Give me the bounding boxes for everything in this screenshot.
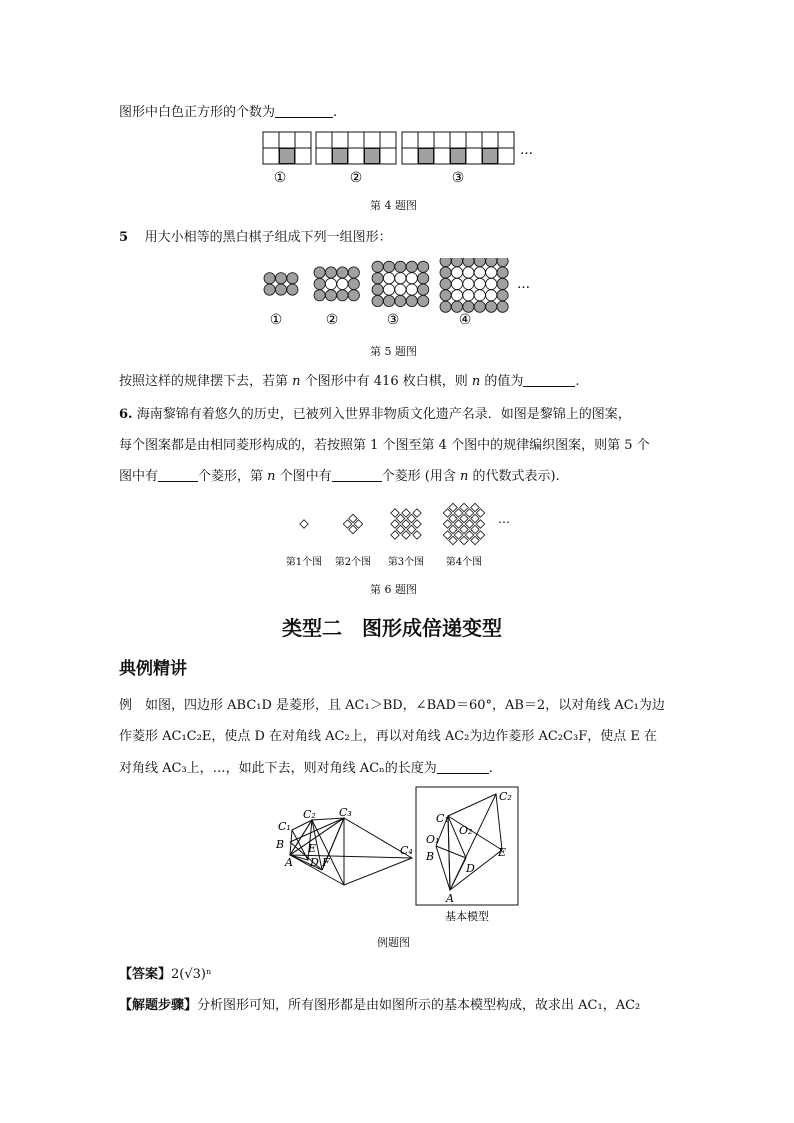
black-go-stone — [486, 258, 497, 267]
white-go-stone — [451, 290, 462, 301]
white-go-stone — [486, 267, 497, 278]
figure-label: ③ — [451, 170, 465, 186]
black-go-stone — [497, 267, 508, 278]
rhombus — [449, 503, 457, 511]
rhombus — [413, 520, 421, 528]
rhombus — [300, 520, 308, 528]
black-go-stone — [497, 290, 508, 301]
square-strip-1 — [263, 132, 311, 164]
answer-line: 【答案】2(√3)ⁿ — [119, 967, 212, 982]
white-go-stone — [463, 267, 474, 278]
black-go-stone — [264, 284, 275, 295]
white-go-stone — [406, 284, 417, 295]
black-go-stone — [497, 278, 508, 289]
black-go-stone — [348, 278, 359, 289]
rhombus — [465, 520, 473, 528]
rhombus — [454, 531, 462, 539]
ellipsis: … — [498, 512, 510, 526]
rhombus — [454, 509, 462, 517]
white-go-stone — [474, 267, 485, 278]
rhombus — [396, 525, 404, 533]
black-go-stone — [372, 284, 383, 295]
rhombus — [402, 531, 410, 539]
white-go-stone — [395, 284, 406, 295]
solution-steps-line: 【解题步骤】分析图形可知，所有图形都是由如图所示的基本模型构成，故求出 AC₁，AC₂ — [119, 998, 641, 1013]
black-go-stone — [474, 301, 485, 312]
rhombus — [449, 525, 457, 533]
white-go-stone — [486, 278, 497, 289]
rhombus — [443, 531, 451, 539]
rhombus — [460, 525, 468, 533]
white-go-stone — [451, 267, 462, 278]
rhombus — [460, 503, 468, 511]
black-go-stone — [440, 267, 451, 278]
example-line1: 例 如图，四边形 ABC₁D 是菱形，且 AC₁＞BD，∠BAD＝60°，AB＝2，以对角线 AC₁为边 — [119, 698, 665, 713]
ellipsis: … — [517, 277, 530, 292]
point-label: A — [285, 856, 293, 869]
rhombus — [454, 520, 462, 528]
white-go-stone — [474, 278, 485, 289]
rhombus — [396, 514, 404, 522]
black-go-stone — [440, 290, 451, 301]
black-go-stone — [451, 258, 462, 267]
rhombus — [413, 509, 421, 517]
rhombus — [476, 531, 484, 539]
rhombus — [354, 520, 362, 528]
black-go-stone — [497, 258, 508, 267]
black-go-stone — [275, 284, 286, 295]
black-go-stone — [418, 261, 429, 272]
rhombus-figures — [300, 503, 485, 544]
white-go-stone — [451, 278, 462, 289]
problem6-line3: 图中有 个菱形，第 n 个图中有 个菱形 (用含 n 的代数式表示). — [119, 469, 560, 484]
black-go-stone — [440, 301, 451, 312]
black-go-stone — [325, 267, 336, 278]
black-go-stone — [287, 284, 298, 295]
black-go-stone — [372, 273, 383, 284]
point-label: B — [426, 850, 435, 863]
point-label: C₂ — [499, 790, 512, 803]
black-go-stone — [314, 290, 325, 301]
point-label: C₄ — [400, 844, 413, 857]
point-label: A — [446, 892, 454, 905]
white-go-stone — [395, 273, 406, 284]
example-line2: 作菱形 AC₁C₂E，使点 D 在对角线 AC₂上，再以对角线 AC₂为边作菱形 AC₂C₃F，使点 E 在 — [119, 729, 657, 744]
rhombus — [407, 514, 415, 522]
black-go-stone — [337, 267, 348, 278]
point-label: E — [498, 846, 507, 859]
black-go-stone — [451, 301, 462, 312]
point-label: D — [466, 862, 475, 875]
example-line3: 对角线 AC₃上，…，如此下去，则对角线 ACₙ的长度为 . — [119, 761, 493, 776]
white-go-stone — [383, 273, 394, 284]
white-go-stone — [325, 278, 336, 289]
black-go-stone — [418, 273, 429, 284]
white-go-stone — [486, 290, 497, 301]
problem4-caption: 第 4 题图 — [370, 199, 417, 212]
point-label: O₁ — [426, 833, 440, 846]
point-label: C₃ — [339, 808, 352, 819]
black-go-stone — [395, 261, 406, 272]
problem6-figure — [280, 494, 520, 570]
figure-label: 第3个图 — [387, 557, 425, 568]
black-go-stone — [418, 284, 429, 295]
problem6-line2: 每个图案都是由相同菱形构成的，若按照第 1 个图至第 4 个图中的规律编织图案，则第 5 个 — [119, 438, 650, 453]
point-label: C₁ — [436, 812, 449, 825]
basic-model-lines — [436, 794, 502, 890]
black-go-stone — [406, 261, 417, 272]
rhombus — [449, 514, 457, 522]
point-label: D — [310, 856, 319, 869]
rhombus — [407, 525, 415, 533]
example-basic-model-figure — [414, 786, 522, 928]
figure-label: ② — [325, 312, 339, 328]
black-go-stone — [287, 273, 298, 284]
rhombus — [443, 509, 451, 517]
model-caption: 基本模型 — [445, 910, 489, 923]
rhombus — [391, 520, 399, 528]
rhombus — [349, 514, 357, 522]
answer-blank — [275, 105, 333, 118]
rhombus — [460, 514, 468, 522]
rhombus — [471, 514, 479, 522]
rhombus — [449, 536, 457, 544]
black-go-stone — [325, 290, 336, 301]
black-go-stone — [264, 273, 275, 284]
rhombus — [471, 503, 479, 511]
black-go-stone — [372, 261, 383, 272]
black-go-stone — [406, 295, 417, 306]
point-label: B — [276, 838, 285, 851]
black-go-stone — [463, 301, 474, 312]
figure-label: ② — [349, 170, 363, 186]
figure-label: 第4个图 — [445, 557, 483, 568]
problem5-figure — [260, 258, 540, 332]
section-title: 类型二 图形成倍递变型 — [282, 616, 502, 640]
point-label: C₁ — [278, 820, 291, 833]
white-go-stone — [406, 273, 417, 284]
black-go-stone — [314, 267, 325, 278]
black-go-stone — [440, 258, 451, 267]
example-caption: 例题图 — [377, 936, 410, 949]
rhombus — [476, 520, 484, 528]
point-label: C₂ — [303, 808, 316, 821]
rhombus — [402, 509, 410, 517]
black-go-stone — [463, 258, 474, 267]
figure-label: ① — [269, 312, 283, 328]
rhombus — [402, 520, 410, 528]
problem5-question: 按照这样的规律摆下去，若第 n 个图形中有 416 枚白棋，则 n 的值为 . — [119, 374, 580, 389]
black-go-stone — [395, 295, 406, 306]
black-go-stone — [337, 290, 348, 301]
figure-label: 第1个图 — [285, 557, 323, 568]
problem6-caption: 第 6 题图 — [370, 583, 417, 596]
answer-blank — [332, 469, 382, 482]
figure-label: ④ — [458, 312, 472, 328]
answer-blank — [523, 374, 575, 387]
problem5-stem: 5 用大小相等的黑白棋子组成下列一组图形： — [119, 230, 392, 245]
square-strip-2 — [316, 132, 396, 164]
rhombus — [443, 520, 451, 528]
point-label: O₂ — [459, 824, 473, 837]
rhombus — [471, 525, 479, 533]
black-go-stone — [486, 301, 497, 312]
black-go-stone — [372, 295, 383, 306]
black-go-stone — [275, 273, 286, 284]
white-go-stone — [463, 290, 474, 301]
point-label: E — [308, 842, 317, 855]
problem4-intro: 图形中白色正方形的个数为 . — [119, 105, 338, 120]
white-go-stone — [474, 290, 485, 301]
problem5-caption: 第 5 题图 — [370, 345, 417, 358]
black-go-stone — [497, 301, 508, 312]
black-go-stone — [440, 278, 451, 289]
black-go-stone — [474, 258, 485, 267]
answer-blank — [437, 761, 489, 774]
example-rhombus-chain-figure — [272, 808, 417, 890]
black-go-stone — [383, 295, 394, 306]
black-go-stone — [383, 261, 394, 272]
white-go-stone — [337, 278, 348, 289]
white-go-stone — [383, 284, 394, 295]
square-strip-3 — [402, 132, 514, 164]
rhombus — [460, 536, 468, 544]
rhombus — [391, 509, 399, 517]
section-subtitle: 典例精讲 — [119, 659, 187, 679]
black-go-stone — [418, 295, 429, 306]
rhombus — [471, 536, 479, 544]
problem6-line1: 6. 海南黎锦有着悠久的历史，已被列入世界非物质文化遗产名录．如图是黎锦上的图案， — [119, 407, 631, 422]
rhombus — [465, 509, 473, 517]
rhombus — [349, 525, 357, 533]
rhombus — [476, 509, 484, 517]
rhombus — [465, 531, 473, 539]
black-go-stone — [348, 290, 359, 301]
rhombus — [413, 531, 421, 539]
go-stone-figures — [264, 258, 508, 312]
black-go-stone — [348, 267, 359, 278]
point-label: F — [322, 856, 330, 869]
answer-blank — [158, 469, 198, 482]
black-go-stone — [314, 278, 325, 289]
figure-label: ① — [273, 170, 287, 186]
rhombus — [391, 531, 399, 539]
ellipsis: … — [520, 143, 533, 158]
figure-label: ③ — [386, 312, 400, 328]
rhombus — [343, 520, 351, 528]
white-go-stone — [463, 278, 474, 289]
problem4-figure — [260, 130, 540, 190]
figure-label: 第2个图 — [334, 557, 372, 568]
